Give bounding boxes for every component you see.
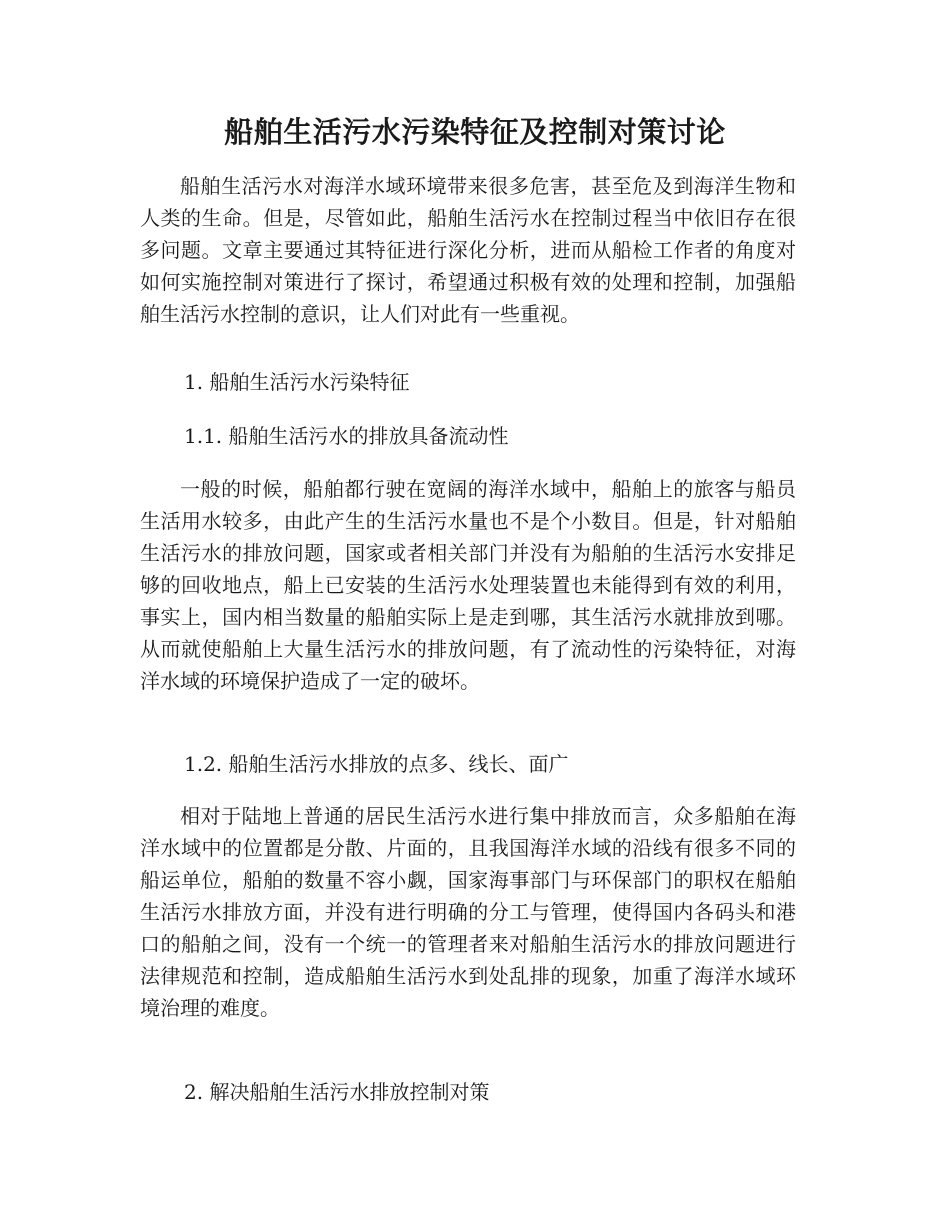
section-1-2-heading: 1.2. 船舶生活污水排放的点多、线长、面广	[184, 752, 569, 776]
section-1-1-heading: 1.1. 船舶生活污水的排放具备流动性	[184, 424, 509, 448]
section-2-heading: 2. 解决船舶生活污水排放控制对策	[184, 1080, 490, 1104]
intro-paragraph: 船舶生活污水对海洋水域环境带来很多危害，甚至危及到海洋生物和人类的生命。但是，尽管如此，船舶生活污水在控制过程当中依旧存在很多问题。文章主要通过其特征进行深化分析，进而从船检工作者的角度对如何实施控制对策进行了探讨，希望通过积极有效的处理和控制，加强船舶生活污水控制的意识，让人们对此有一些重视。	[140, 174, 796, 326]
section-1-1-body: 一般的时候，船舶都行驶在宽阔的海洋水域中，船舶上的旅客与船员生活用水较多，由此产生的生活污水量也不是个小数目。但是，针对船舶生活污水的排放问题，国家或者相关部门并没有为船舶的生活污水安排足够的回收地点，船上已安装的生活污水处理装置也未能得到有效的利用，事实上，国内相当数量的船舶实际上是走到哪，其生活污水就排放到哪。从而就使船舶上大量生活污水的排放问题，有了流动性的污染特征，对海洋水域的环境保护造成了一定的破坏。	[140, 477, 796, 693]
document-title: 船舶生活污水污染特征及控制对策讨论	[224, 115, 726, 149]
section-1-2-body: 相对于陆地上普通的居民生活污水进行集中排放而言，众多船舶在海洋水域中的位置都是分散、片面的，且我国海洋水域的沿线有很多不同的船运单位，船舶的数量不容小觑，国家海事部门与环保部门的职权在船舶生活污水排放方面，并没有进行明确的分工与管理，使得国内各码头和港口的船舶之间，没有一个统一的管理者来对船舶生活污水的排放问题进行法律规范和控制，造成船舶生活污水到处乱排的现象，加重了海洋水域环境治理的难度。	[140, 804, 796, 1020]
section-1-heading: 1. 船舶生活污水污染特征	[184, 370, 410, 394]
